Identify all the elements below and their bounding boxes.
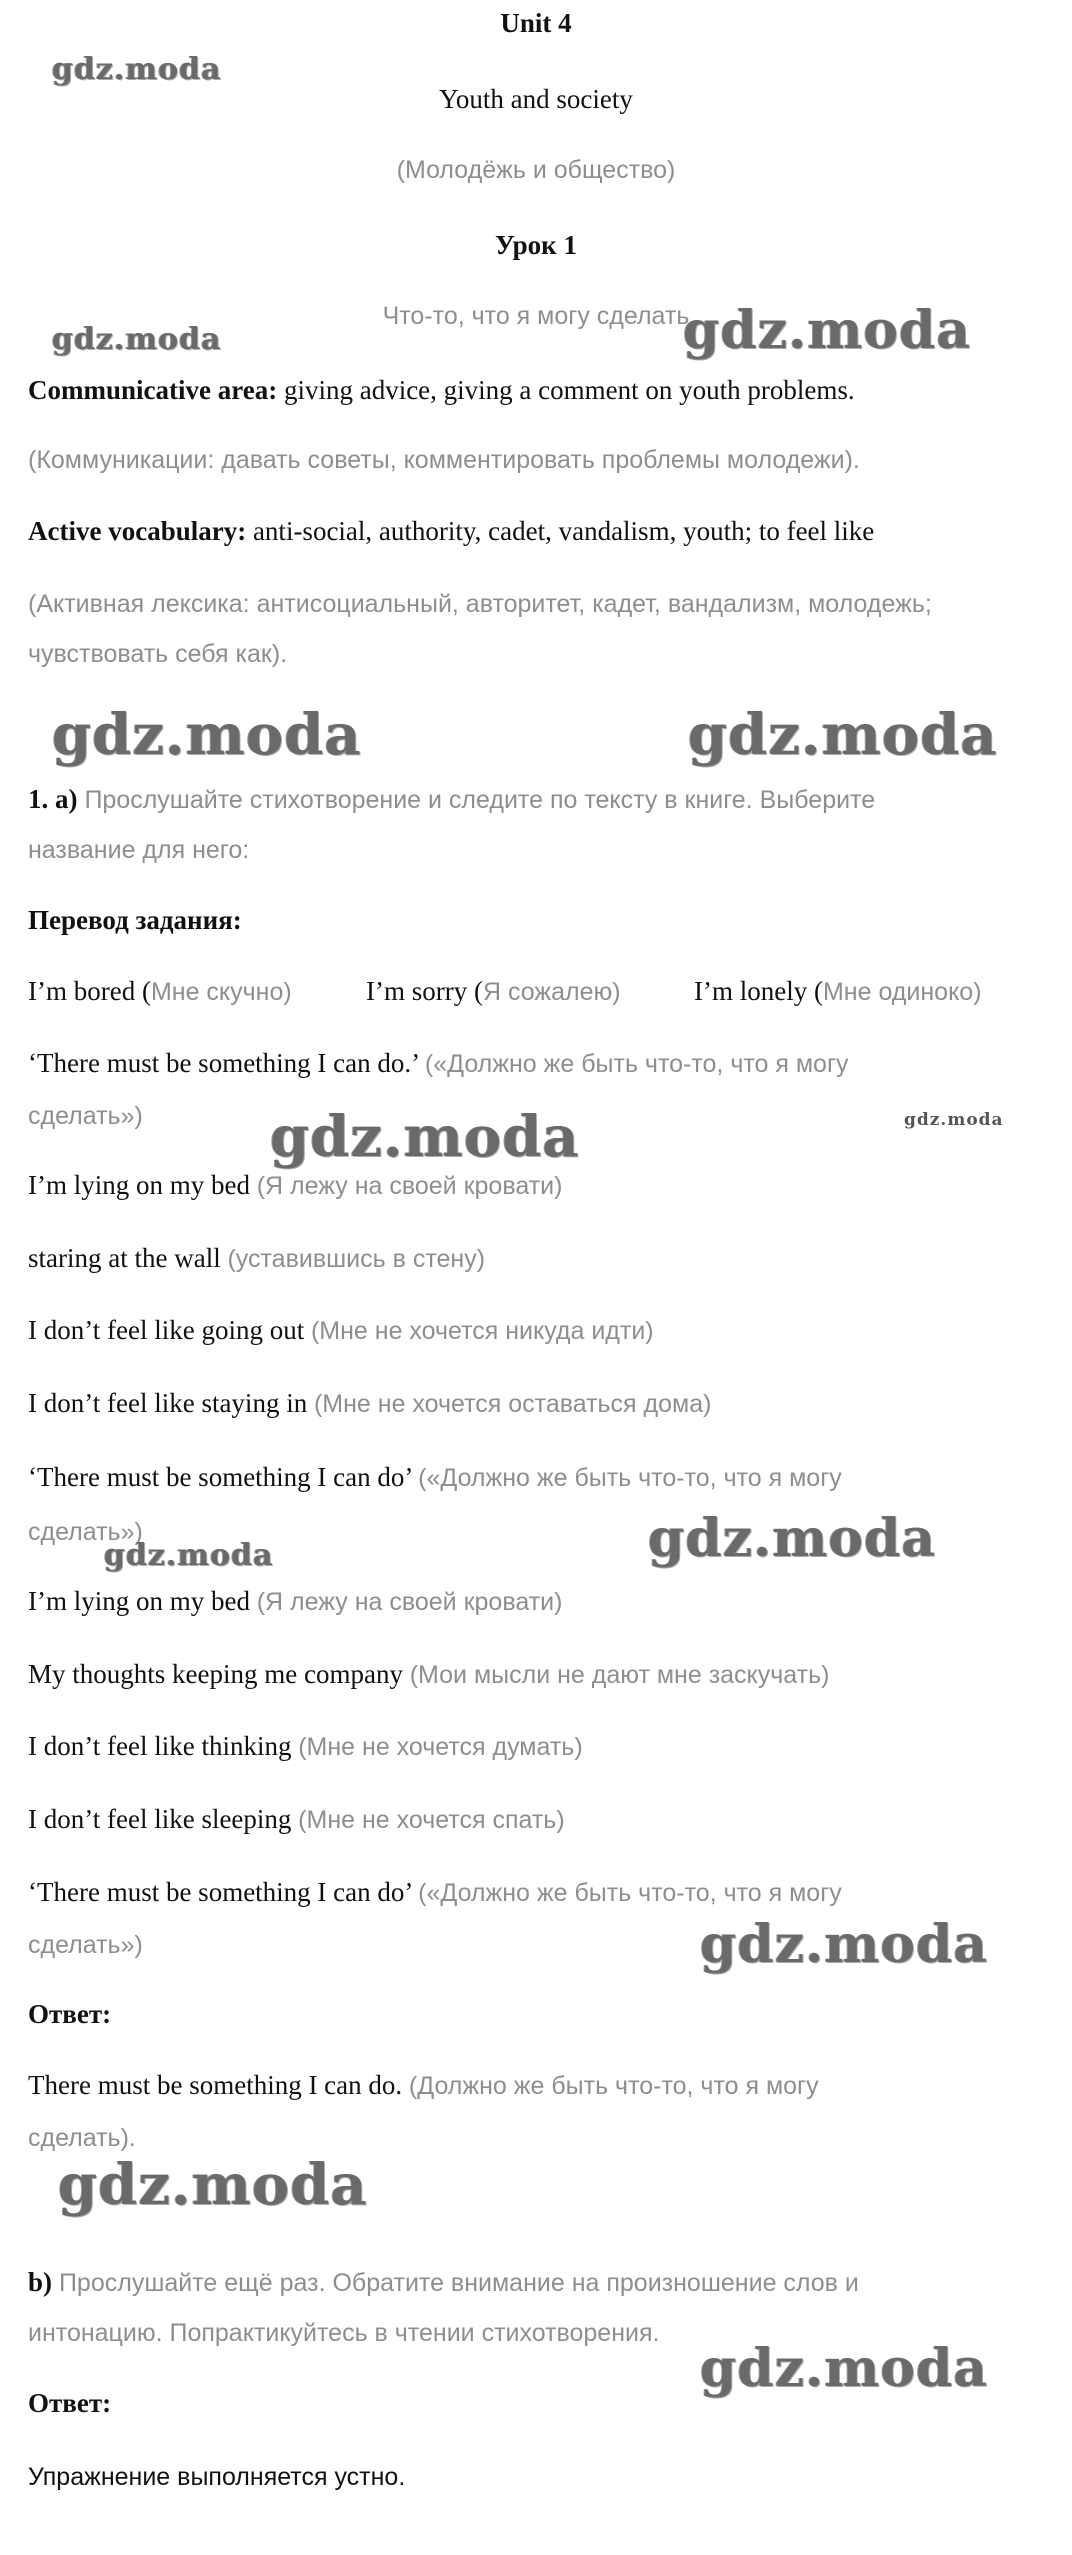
answer-text-cont: сделать). [28, 2124, 136, 2152]
poem-ru: (Мне не хочется спать) [298, 1806, 565, 1834]
poem-line [28, 1802, 565, 1837]
page-title: Youth and society [439, 84, 633, 114]
watermark: gdz.moda [52, 702, 362, 768]
answer-ru: (Должно же быть что-то, что я могу [408, 2072, 819, 2100]
task-1b-number: b) [28, 2267, 53, 2297]
watermark: gdz.moda [52, 322, 222, 357]
watermark: gdz.moda [683, 300, 972, 361]
poem-en: I’m lying on my bed [28, 1170, 257, 1200]
poem-line [28, 1584, 562, 1619]
poem-en: I don’t feel like thinking [28, 1731, 299, 1761]
poem-line-cont: сделать») [28, 1931, 143, 1959]
answer-text [28, 2068, 819, 2103]
watermark: gdz.moda [700, 2338, 989, 2399]
poem-line [28, 1657, 829, 1692]
answer-en: There must be something I can do. [28, 2070, 409, 2100]
poem-ru: (Мне не хочется думать) [298, 1733, 583, 1761]
poem-line-cont: сделать») [28, 1102, 143, 1130]
poem-ru: (Мне не хочется никуда идти) [310, 1317, 654, 1345]
task-1a-text: Прослушайте стихотворение и следите по тексту в книге. Выберите [77, 786, 876, 814]
poem-en: I’m lying on my bed [28, 1586, 257, 1616]
communicative-area [28, 373, 855, 407]
watermark: gdz.moda [648, 1508, 937, 1569]
communicative-label: Communicative area: [28, 375, 278, 405]
answer-label: Ответ: [28, 1999, 112, 2029]
task-1b-instruction [28, 2265, 859, 2300]
poem-ru: (Мне не хочется оставаться дома) [313, 1390, 712, 1418]
task-1a-instruction [28, 782, 875, 817]
answer-label-b: Ответ: [28, 2388, 112, 2418]
poem-ru: (Я лежу на своей кровати) [256, 1172, 563, 1200]
poem-ru: (Я лежу на своей кровати) [256, 1588, 563, 1616]
task-1b-text: Прослушайте ещё раз. Обратите внимание на произношение слов и [52, 2269, 859, 2297]
option-ru: Мне одиноко) [822, 978, 982, 1006]
vocabulary-text: anti-social, authority, cadet, vandalism, youth; to feel like [246, 516, 875, 546]
option-en: I’m lonely ( [694, 976, 823, 1006]
poem-line [28, 1460, 842, 1495]
poem-line [28, 1241, 485, 1276]
poem-line [28, 1386, 711, 1421]
poem-line [28, 1313, 654, 1348]
poem-ru: (Мои мысли не дают мне заскучать) [409, 1661, 830, 1689]
watermark: gdz.moda [58, 2152, 368, 2218]
poem-ru: («Должно же быть что-то, что я могу [418, 1879, 842, 1907]
poem-line-cont: сделать») [28, 1518, 143, 1546]
task-1a-number: 1. a) [28, 784, 78, 814]
poem-en: My thoughts keeping me company [28, 1659, 410, 1689]
task-1a-instruction-2: название для него: [28, 836, 250, 864]
poem-en: I don’t feel like going out [28, 1315, 311, 1345]
option-bored [28, 974, 292, 1009]
translation-label: Перевод задания: [28, 905, 242, 935]
option-en: I’m sorry ( [366, 976, 483, 1006]
option-ru: Мне скучно) [150, 978, 292, 1006]
lesson-title: Урок 1 [495, 230, 577, 260]
poem-en: ‘There must be something I can do’ [28, 1462, 419, 1492]
poem-en: ‘There must be something I can do.’ [28, 1048, 425, 1078]
option-lonely [694, 974, 982, 1009]
poem-ru: («Должно же быть что-то, что я могу [424, 1050, 849, 1078]
poem-ru: (уставившись в стену) [227, 1245, 486, 1273]
active-vocabulary [28, 514, 874, 548]
option-en: I’m bored ( [28, 976, 151, 1006]
communicative-translation: (Коммуникации: давать советы, комментировать проблемы молодежи). [28, 446, 860, 474]
task-1b-instruction-2: интонацию. Попрактикуйтесь в чтении стихотворения. [28, 2319, 660, 2347]
poem-line [28, 1875, 842, 1910]
watermark: gdz.moda [270, 1104, 580, 1170]
poem-en: I don’t feel like staying in [28, 1388, 314, 1418]
watermark: gdz.moda [52, 52, 222, 87]
lesson-subtitle: Что-то, что я могу сделать [382, 302, 690, 330]
vocabulary-translation-1: (Активная лексика: антисоциальный, авторитет, кадет, вандализм, молодежь; [28, 590, 932, 618]
answer-b-text: Упражнение выполняется устно. [28, 2463, 406, 2491]
poem-en: I don’t feel like sleeping [28, 1804, 299, 1834]
page-title-translation: (Молодёжь и общество) [396, 156, 676, 184]
watermark: gdz.moda [104, 1538, 274, 1573]
poem-en: ‘There must be something I can do’ [28, 1877, 419, 1907]
watermark: gdz.moda [700, 1914, 989, 1975]
poem-en: staring at the wall [28, 1243, 228, 1273]
vocabulary-translation-2: чувствовать себя как). [28, 640, 288, 668]
unit-title: Unit 4 [500, 8, 572, 38]
communicative-text: giving advice, giving a comment on youth problems. [277, 375, 855, 405]
poem-line [28, 1046, 849, 1081]
option-ru: Я сожалею) [482, 978, 621, 1006]
option-sorry [366, 974, 621, 1009]
vocabulary-label: Active vocabulary: [28, 516, 247, 546]
watermark: gdz.moda [904, 1110, 1004, 1130]
watermark: gdz.moda [688, 702, 998, 768]
poem-line [28, 1168, 562, 1203]
poem-line [28, 1729, 583, 1764]
poem-ru: («Должно же быть что-то, что я могу [418, 1464, 842, 1492]
